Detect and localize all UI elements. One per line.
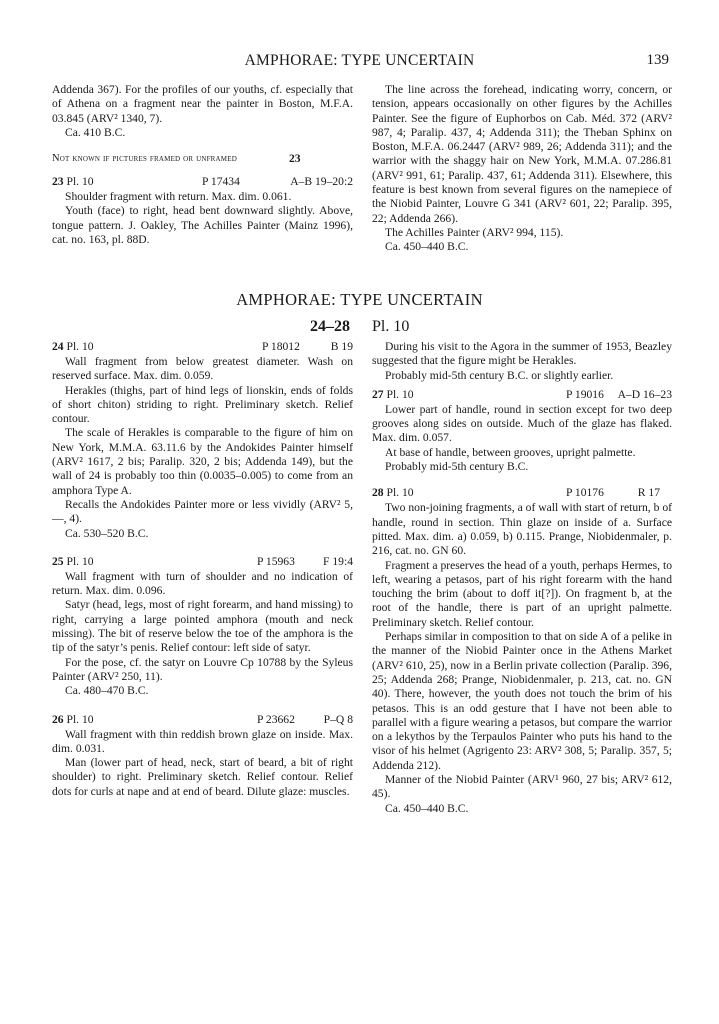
date-line: Ca. 450–440 B.C. (385, 240, 469, 254)
paragraph: Wall fragment with thin reddish brown glaze on inside. Max. dim. 0.031. (52, 727, 353, 755)
grid-code: F 19:4 (323, 554, 353, 568)
entry-number-text: 26 (52, 712, 64, 726)
running-header (0, 52, 719, 72)
plate-ref: Pl. 10 (66, 175, 94, 189)
entry-number-text: 25 (52, 554, 64, 568)
paragraph: Shoulder fragment with return. Max. dim. 0.061. (65, 190, 292, 204)
paragraph: During his visit to the Agora in the summer of 1953, Beazley suggested that the figure might be Herakles. (372, 340, 672, 368)
paragraph: Lower part of handle, round in section except for two deep grooves along sides on outside. Much of the glaze has flaked. Max. dim. 0.057. (372, 402, 672, 445)
entry-number-text: 23 (52, 175, 64, 189)
date-line: Ca. 480–470 B.C. (65, 684, 149, 698)
paragraph: Perhaps similar in composition to that on side A of a pelike in the manner of the Niobid Painter once in the Athens Market (ARV² 610, 25), now in a Berlin private collection (Paralip. 396, 25; Addenda 268; Prange, Niobidenmaler, p. 213, cat. no. GN 40). There, however, the youth does not touch the brim of his petasos. This is an odd gesture that I have not been able to parallel with a figure wearing a petasos, but compare the warrior on a lekythos by the Terpaulos Painter who puts his hand to the visor of his helmet (Agrigento 23: ARV² 308, 5; Paralip. 357, 5; Addenda 212). (372, 630, 672, 772)
paragraph: Fragment a preserves the head of a youth, perhaps Hermes, to left, wearing a petasos, part of his right forearm with the hand touching the brim (about to doff it[?]). On fragment b, at the root of the handle, there is part of an upright palmette. Preliminary sketch. Relief contour. (372, 558, 672, 629)
entry-number (52, 555, 94, 569)
running-title: AMPHORAE: TYPE UNCERTAIN (244, 52, 475, 69)
inventory-number: P 23662 (257, 712, 295, 726)
entry-number-text: 24 (52, 340, 64, 353)
entry-number (372, 388, 414, 402)
entry-number (52, 340, 94, 354)
inventory-number: P 15963 (257, 554, 295, 568)
plate-ref: Pl. 10 (66, 712, 94, 726)
paragraph: Probably mid-5th century B.C. or slightly earlier. (385, 368, 614, 382)
paragraph: Two non-joining fragments, a of wall with start of return, b of handle, round in section. Thin glaze on inside of a. Surface pitted. Max. dim. a) 0.059, b) 0.115. Prange, Niobidenmaler, p. 216, cat. no. GN 60. (372, 501, 672, 558)
paragraph: Wall fragment with turn of shoulder and no indication of return. Max. dim. 0.096. (52, 569, 353, 598)
inventory-number: P 10176 (566, 486, 604, 500)
paragraph: The scale of Herakles is comparable to the figure of him on New York, M.M.A. 63.11.6 by the Andokides Painter himself (ARV² 1617, 2 bis; Paralip. 320, 2 bis; Addenda 149), but the wall of 24 is probably too thin (0.0035–0.005) to come from an amphora Type A. (52, 426, 353, 497)
paragraph: Youth (face) to right, head bent downward slightly. Above, tongue pattern. J. Oakley, The Achilles Painter (Mainz 1996), cat. no. 163, pl. 88D. (52, 204, 353, 247)
grid-code: R 17 (637, 486, 660, 500)
range-numbers: 24–28 (310, 318, 350, 335)
notice-number: 23 (289, 152, 301, 166)
paragraph: Herakles (thighs, part of hind legs of lionskin, ends of folds of short chiton) striding to right. Preliminary sketch. Relief contour. (52, 383, 353, 426)
entry-header (52, 555, 353, 570)
plate-ref: Pl. 10 (386, 387, 414, 401)
grid-code: A–B 19–20:2 (290, 175, 353, 189)
notice-label: Not known if pictures framed or unframed (52, 153, 237, 165)
entry-header (52, 175, 353, 190)
section-title: AMPHORAE: TYPE UNCERTAIN (236, 290, 483, 309)
lower-right-column (372, 340, 672, 816)
inventory-number: P 17434 (202, 175, 240, 189)
lower-left-column (52, 340, 353, 799)
paragraph: Probably mid-5th century B.C. (385, 460, 529, 474)
entry-header (52, 340, 353, 355)
paragraph: Manner of the Niobid Painter (ARV¹ 960, 27 bis; ARV² 612, 45). (372, 773, 672, 801)
entry-number (372, 486, 414, 500)
plate-ref: Pl. 10 (66, 554, 94, 568)
entry-header (372, 486, 672, 501)
entry-number (52, 175, 94, 189)
paragraph: For the pose, cf. the satyr on Louvre Cp 10788 by the Syleus Painter (ARV² 250, 11). (52, 655, 353, 683)
top-left-column (52, 83, 353, 247)
paragraph: At base of handle, between grooves, upright palmette. (385, 445, 636, 459)
notice-line (52, 152, 353, 167)
plate-ref: Pl. 10 (386, 486, 414, 500)
inventory-number: P 19016 (566, 387, 604, 401)
grid-code: A–D 16–23 (617, 387, 672, 401)
date-line: Ca. 450–440 B.C. (385, 801, 469, 815)
entry-number-text: 27 (372, 387, 384, 401)
entry-number (52, 713, 94, 727)
page-number: 139 (646, 52, 669, 68)
date-line: Ca. 410 B.C. (65, 125, 126, 139)
plate-ref: Pl. 10 (66, 340, 94, 353)
inventory-number: P 18012 (262, 340, 300, 353)
paragraph: Man (lower part of head, neck, start of beard, a bit of right shoulder) to right. Preliminary sketch. Relief contour. Relief dots for curls at nape and at end of beard. Dilute glaze: muscles. (52, 756, 353, 798)
grid-code: B 19 (330, 340, 353, 353)
grid-code: P–Q 8 (323, 712, 353, 726)
paragraph: Addenda 367). For the profiles of our youths, cf. especially that of Athena on a fragment near the painter in Boston, M.F.A. 03.845 (ARV² 1340, 7). (52, 83, 353, 125)
date-line: Ca. 530–520 B.C. (65, 526, 149, 540)
range-plate: Pl. 10 (372, 318, 410, 335)
paragraph: The Achilles Painter (ARV² 994, 115). (385, 225, 564, 239)
entry-header (52, 713, 353, 728)
paragraph: Satyr (head, legs, most of right forearm, and hand missing) to right, carrying a large pointed amphora (mouth and neck missing). The bit of reserve below the toe of the amphora is the tip of the satyr’s penis. Relief contour: left side of satyr. (52, 598, 353, 655)
paragraph: Recalls the Andokides Painter more or less vividly (ARV² 5, —, 4). (52, 497, 353, 526)
top-right-column (372, 83, 672, 255)
paragraph: The line across the forehead, indicating worry, concern, or tension, appears occasionally on other figures by the Achilles Painter. See the figure of Euphorbos on Cab. Méd. 372 (ARV² 987, 4; Paralip. 437, 4; Addenda 311); the Theban Sphinx on Boston, M.F.A. 06.2447 (ARV² 989, 26; Addenda 311); and the warrior with the shaggy hair on New York, M.M.A. 07.286.81 (ARV² 991, 61; Paralip. 437, 61; Addenda 311). Elsewhere, this feature is best known from several figures on the namepiece of the Niobid Painter, Louvre G 341 (ARV² 601, 22; Paralip. 395, 22; Addenda 266). (372, 83, 672, 225)
entry-number-text: 28 (372, 486, 384, 500)
entry-header (372, 388, 672, 403)
paragraph: Wall fragment from below greatest diameter. Wash on reserved surface. Max. dim. 0.059. (52, 355, 353, 383)
